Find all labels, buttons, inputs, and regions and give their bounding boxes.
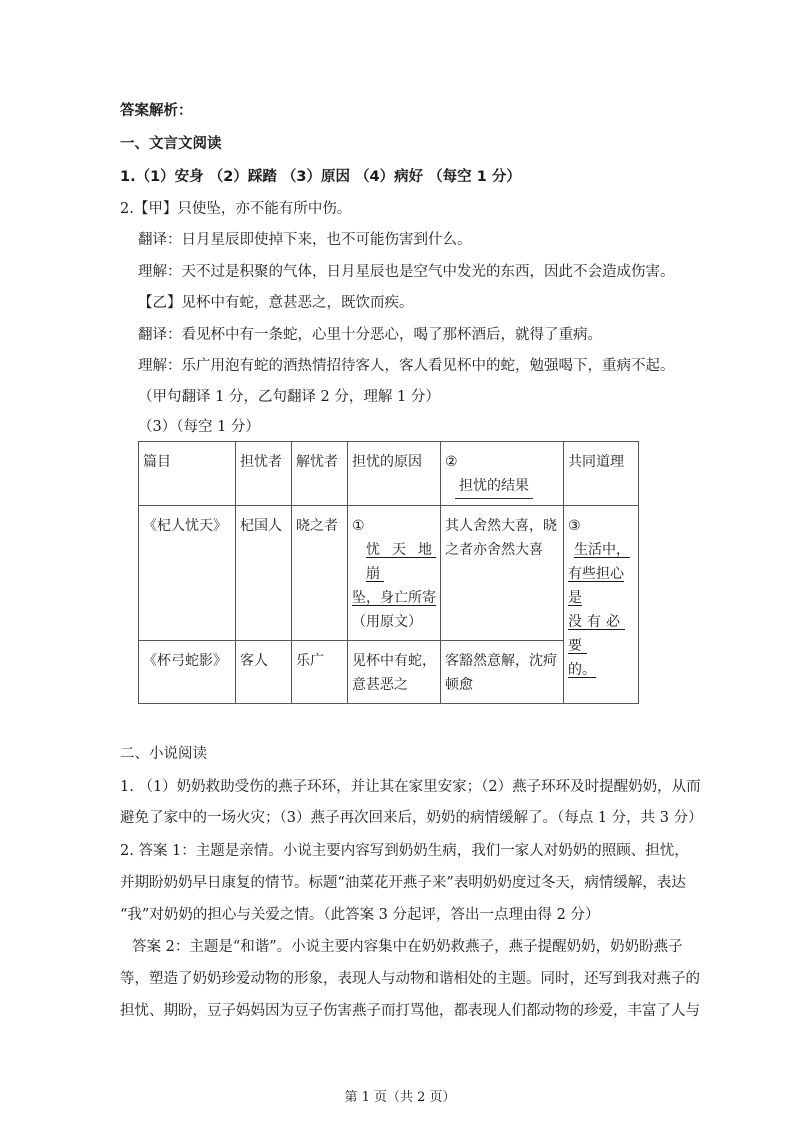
header-title: 篇目 — [139, 442, 236, 506]
novel-q2-answer1-line3: “我”对奶奶的担心与关爱之情。（此答案 3 分起评，答出一点理由得 2 分） — [120, 907, 600, 923]
section2-title: 二、小说阅读 — [120, 746, 207, 762]
row1-title: 《杞人忧天》 — [139, 506, 236, 641]
answer-heading: 答案解析： — [120, 103, 193, 119]
novel-q1-line2: 避免了家中的一场火灾；（3）燕子再次回来后，奶奶的病情缓解了。（每点 1 分，共 3 分） — [120, 810, 703, 826]
common-answer-line2: 有些担心是 — [568, 566, 624, 606]
novel-q2-answer2-line2: 等，塑造了奶奶珍爱动物的形象，表现人与动物和谐相处的主题。同时，还写到我对燕子的 — [120, 971, 700, 987]
novel-q2-answer1-line2: 并期盼奶奶早日康复的情节。标题“油菜花开燕子来”表明奶奶度过冬天，病情缓解，表达 — [120, 875, 686, 891]
header-solver: 解忧者 — [292, 442, 348, 506]
result-blank-mark: ② — [445, 454, 458, 470]
answer-table — [138, 441, 639, 704]
table-header-row — [139, 442, 639, 506]
reason-blank-mark: ① — [352, 518, 365, 534]
page-footer: 第 1 页（共 2 页） — [344, 1090, 456, 1105]
q2-yi-understanding: 理解：乐广用泡有蛇的酒热情招待客人，客人看见杯中的蛇，勉强喝下，重病不起。 — [138, 358, 675, 374]
row1-result-line1: 其人舍然大喜，晓 — [445, 518, 557, 534]
novel-q2-answer2-line1: 答案 2：主题是“和谐”。小说主要内容集中在奶奶救燕子，燕子提醒奶奶，奶奶盼燕子 — [132, 939, 683, 955]
reason-answer-line2: 坠，身亡所寄 — [352, 590, 436, 606]
common-cell — [564, 506, 639, 704]
row2-title: 《杯弓蛇影》 — [139, 641, 236, 704]
row1-worrier: 杞国人 — [236, 506, 292, 641]
q2-yi-sentence: 【乙】见杯中有蛇，意甚恶之，既饮而疾。 — [138, 295, 414, 311]
row1-result — [441, 506, 564, 641]
row2-result — [441, 641, 564, 704]
header-common: 共同道理 — [564, 442, 639, 506]
q2-jia-sentence: 2.【甲】只使坠，亦不能有所中伤。 — [120, 201, 352, 217]
reason-note: （用原文） — [352, 614, 422, 630]
novel-q2-answer1-line1: 2. 答案 1：主题是亲情。小说主要内容写到奶奶生病，我们一家人对奶奶的照顾、担忧， — [120, 843, 689, 859]
q3-label: （3）（每空 1 分） — [138, 419, 260, 435]
header-worrier: 担忧者 — [236, 442, 292, 506]
header-result — [441, 442, 564, 506]
common-answer-line3: 没有必要 — [568, 614, 625, 654]
common-blank-mark: ③ — [568, 518, 581, 534]
q2-jia-translation: 翻译：日月星辰即使掉下来，也不可能伤害到什么。 — [138, 232, 472, 248]
reason-answer-line1: 忧天地崩 — [366, 542, 436, 582]
row1-reason — [348, 506, 441, 641]
novel-q2-answer2-line3: 担忧、期盼，豆子妈妈因为豆子伤害燕子而打骂他，都表现人们都动物的珍爱，丰富了人与 — [120, 1003, 700, 1019]
row2-solver: 乐广 — [292, 641, 348, 704]
q2-jia-understanding: 理解：天不过是积聚的气体，日月星辰也是空气中发光的东西，因此不会造成伤害。 — [138, 264, 675, 280]
common-answer-line1: 生活中， — [574, 542, 630, 558]
q1-answer: 1.（1）安身 （2）踩踏 （3）原因 （4）病好 （每空 1 分） — [120, 169, 521, 185]
result-blank-answer: 担忧的结果 — [455, 474, 533, 499]
row2-result-line1: 客豁然意解，沈疴 — [445, 653, 557, 669]
row2-result-line2: 顿愈 — [445, 677, 473, 693]
table-row — [139, 506, 639, 641]
row2-worrier: 客人 — [236, 641, 292, 704]
q2-yi-translation: 翻译：看见杯中有一条蛇，心里十分恶心，喝了那杯酒后，就得了重病。 — [138, 327, 602, 343]
q2-scoring-note: （甲句翻译 1 分，乙句翻译 2 分，理解 1 分） — [138, 389, 440, 405]
novel-q1-line1: 1. （1）奶奶救助受伤的燕子环环，并让其在家里安家；（2）燕子环环及时提醒奶奶，从而 — [120, 779, 701, 795]
row2-reason-line1: 见杯中有蛇， — [352, 653, 436, 669]
common-answer-line4: 的。 — [568, 662, 596, 678]
row2-reason — [348, 641, 441, 704]
section1-title: 一、文言文阅读 — [120, 136, 222, 152]
row1-result-line2: 之者亦舍然大喜 — [445, 542, 543, 558]
header-reason: 担忧的原因 — [348, 442, 441, 506]
row2-reason-line2: 意甚恶之 — [352, 677, 408, 693]
row1-solver: 晓之者 — [292, 506, 348, 641]
